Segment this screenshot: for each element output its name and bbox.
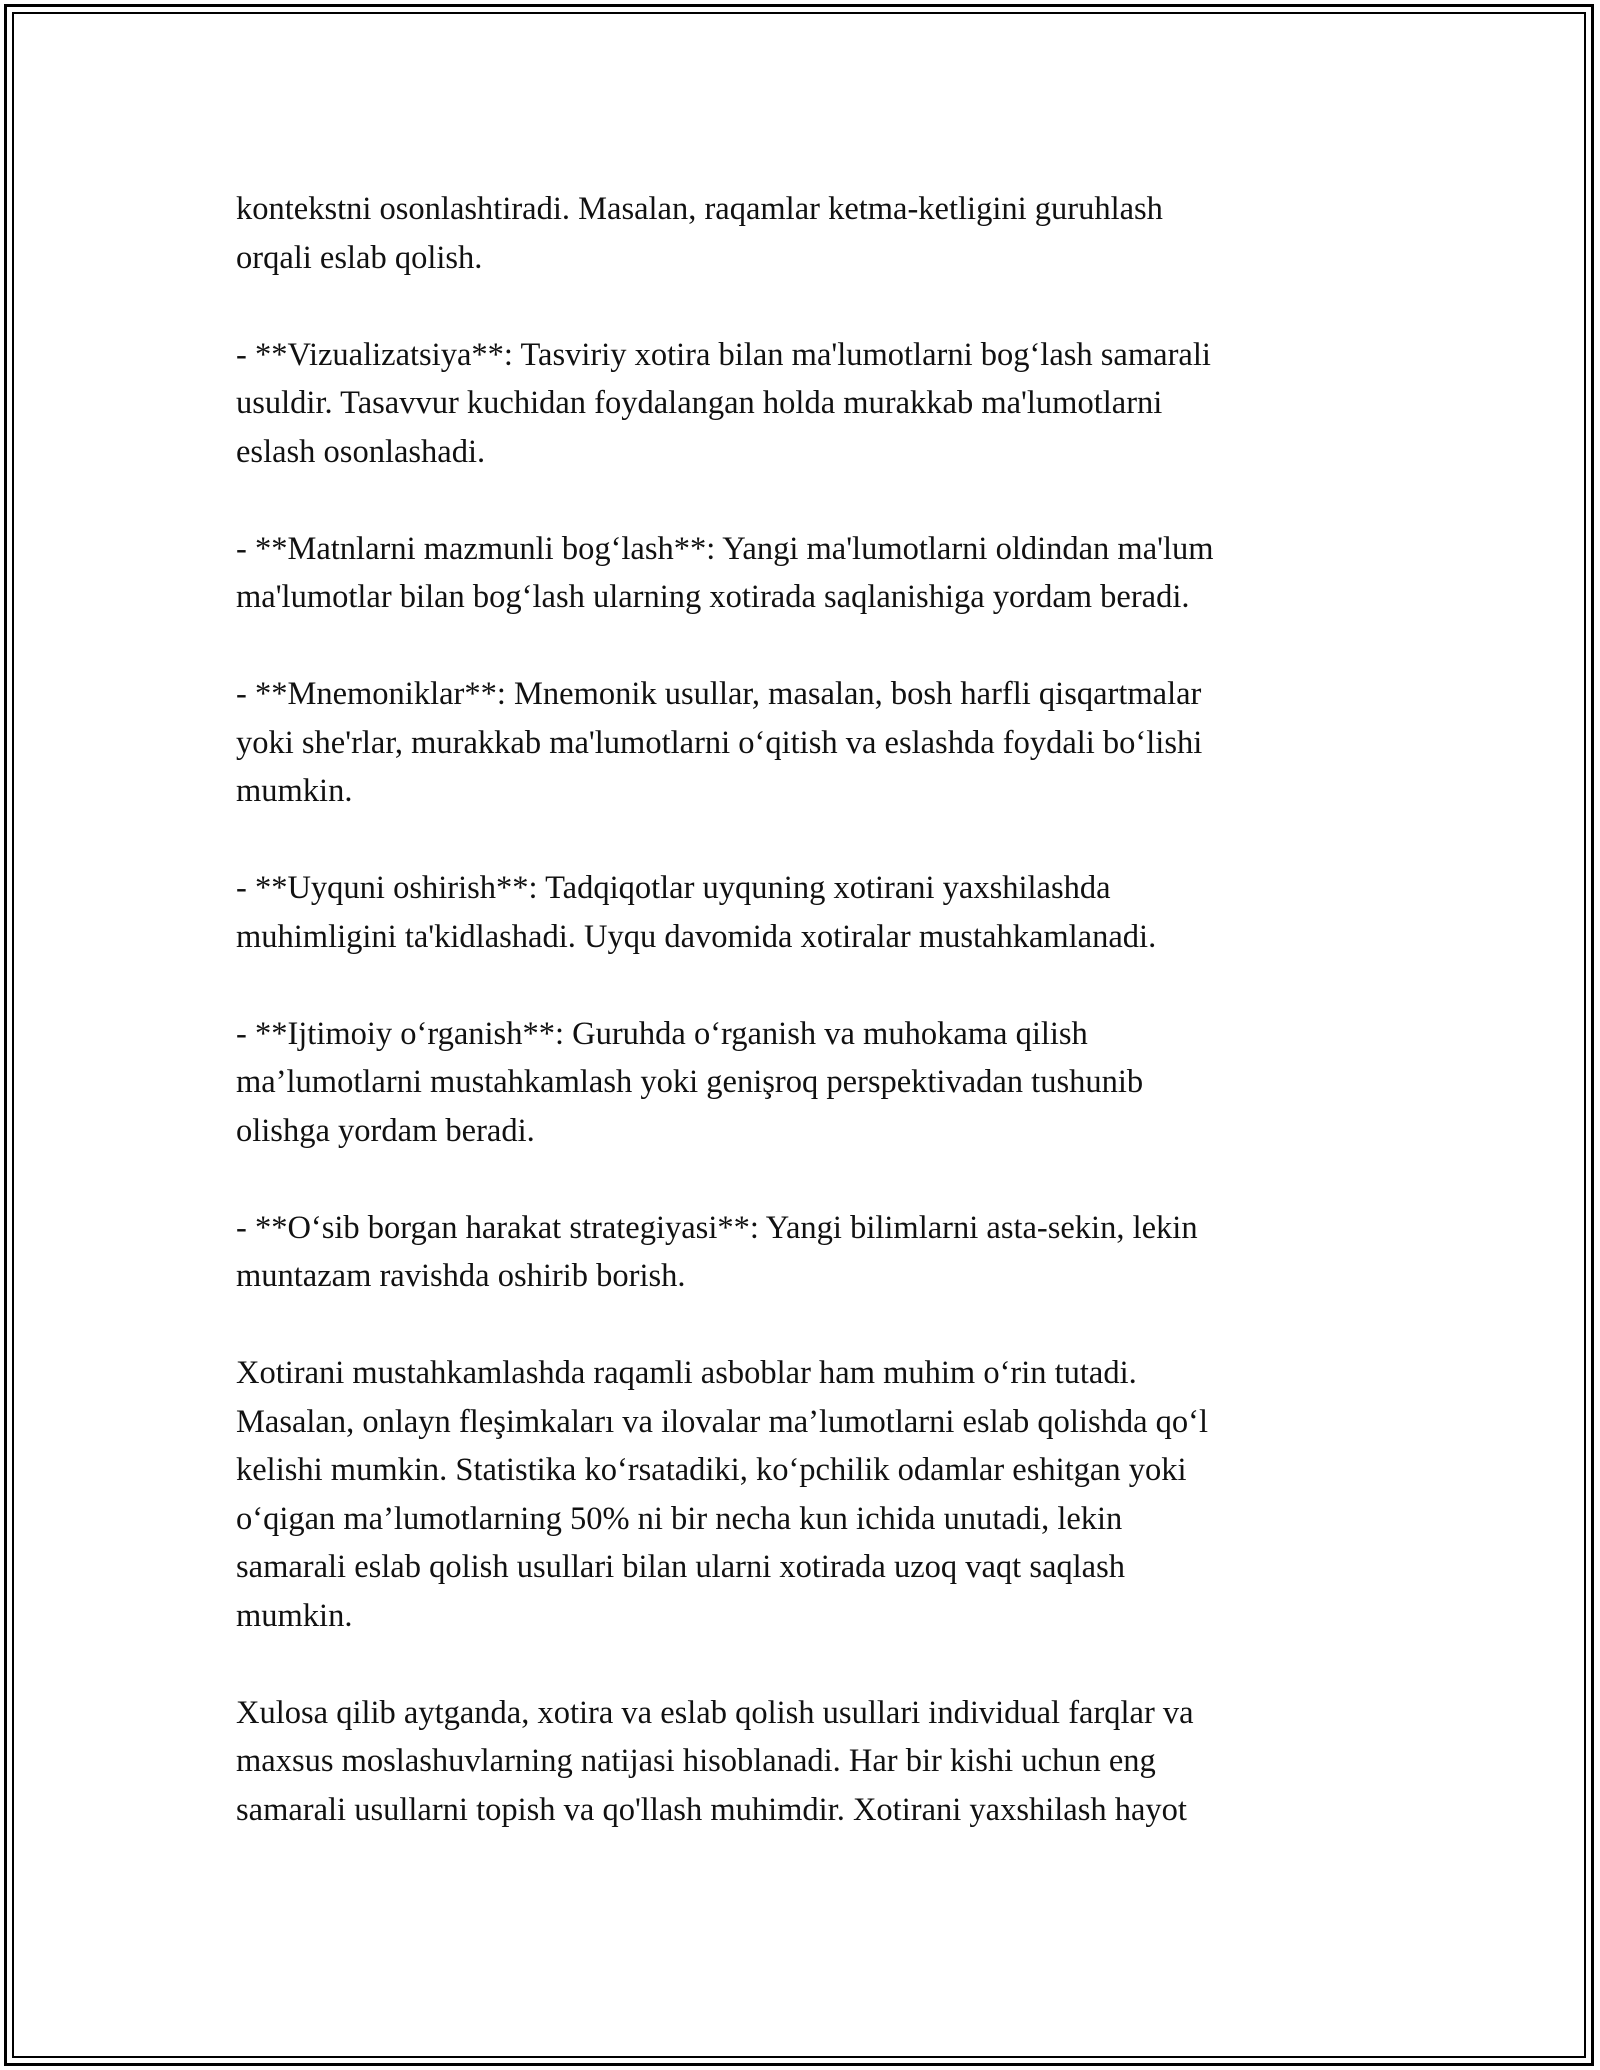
paragraph-conclusion: Xulosa qilib aytganda, xotira va eslab qolish usullari individual farqlar va maxsus moslashuvlarning natijasi hisoblanadi. Har bir kishi uchun eng samarali usullarni topish va qo'llash muhimdir. Xotirani yaxshilash hayot: [236, 1694, 1194, 1828]
list-item-incremental-strategy: - **O‘sib borgan harakat strategiyasi**: Yangi bilimlarni asta-sekin, lekin muntazam ravishda oshirib borish.: [236, 1209, 1198, 1294]
document-body: [236, 185, 1366, 1834]
list-item-sleep: - **Uyquni oshirish**: Tadqiqotlar uyquning xotirani yaxshilashda muhimligini ta'kidlashadi. Uyqu davomida xotiralar mustahkamlanadi.: [236, 870, 1157, 955]
paragraph-digital-tools: Xotirani mustahkamlashda raqamli asboblar ham muhim o‘rin tutadi. Masalan, onlayn fleşimkaları va ilovalar ma’lumotlarni eslab qolishda qo‘l kelishi mumkin. Statistika ko‘rsatadiki, ko‘pchilik odamlar eshitgan yoki o‘qigan ma’lumotlarning 50% ni bir necha kun ichida unutadi, lekin samarali eslab qolish usullari bilan ularni xotirada uzoq vaqt saqlash mumkin.: [236, 1355, 1209, 1634]
list-item-visualization: - **Vizualizatsiya**: Tasviriy xotira bilan ma'lumotlarni bog‘lash samarali usuldir. Tasavvur kuchidan foydalangan holda murakkab ma'lumotlarni eslash osonlashadi.: [236, 336, 1211, 470]
paragraph-chunking-continuation: kontekstni osonlashtiradi. Masalan, raqamlar ketma-ketligini guruhlash orqali eslab qolish.: [236, 191, 1163, 276]
list-item-mnemonics: - **Mnemoniklar**: Mnemonik usullar, masalan, bosh harfli qisqartmalar yoki she'rlar, murakkab ma'lumotlarni o‘qitish va eslashda foydali bo‘lishi mumkin.: [236, 676, 1203, 809]
list-item-meaningful-linking: - **Matnlarni mazmunli bog‘lash**: Yangi ma'lumotlarni oldindan ma'lum ma'lumotlar bilan bog‘lash ularning xotirada saqlanishiga yordam beradi.: [236, 530, 1214, 615]
list-item-social-learning: - **Ijtimoiy o‘rganish**: Guruhda o‘rganish va muhokama qilish ma’lumotlarni mustahkamlash yoki genişroq perspektivadan tushunib olishga yordam beradi.: [236, 1015, 1144, 1149]
